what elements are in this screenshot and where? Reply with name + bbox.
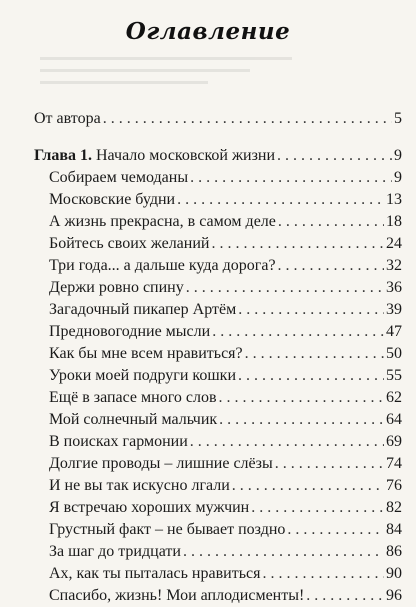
toc-page-number: 47 <box>386 323 402 340</box>
dot-leader <box>190 431 384 453</box>
toc-entry-title <box>34 145 275 167</box>
toc-entry[interactable] <box>49 255 402 277</box>
toc-page-number: 86 <box>386 543 402 560</box>
dot-leader <box>212 321 384 343</box>
toc-entry[interactable] <box>49 277 402 299</box>
toc-entry[interactable] <box>49 387 402 409</box>
toc-page-number: 96 <box>386 587 402 604</box>
dot-leader <box>103 108 392 130</box>
toc-entry-preface[interactable] <box>34 108 402 130</box>
dot-leader <box>277 145 392 167</box>
toc-entry[interactable] <box>49 431 402 453</box>
dot-leader <box>186 277 384 299</box>
dot-leader <box>238 365 384 387</box>
toc-entry-title: И не вы так искусно лгали <box>49 477 230 494</box>
toc-entry-title: За шаг до тридцати <box>49 543 181 560</box>
chapter-title: Начало московской жизни <box>96 147 276 164</box>
toc-entry-title: Предновогодние мысли <box>49 323 211 340</box>
toc-page-number: 69 <box>386 433 402 450</box>
toc-entry-title: Держи ровно спину <box>49 279 184 296</box>
toc-page-number: 18 <box>386 213 402 230</box>
toc-entry[interactable] <box>49 453 402 475</box>
toc-entry-chapter-1[interactable] <box>34 145 402 167</box>
dot-leader <box>238 299 384 321</box>
toc-entry-title: Ещё в запасе много слов <box>49 389 217 406</box>
dot-leader <box>219 409 384 431</box>
toc-entry-title: От автора <box>34 110 101 127</box>
toc-page-number: 74 <box>386 455 402 472</box>
toc-page-number: 5 <box>394 110 402 127</box>
dot-leader <box>275 453 384 475</box>
toc-entry[interactable] <box>49 365 402 387</box>
toc-page-number: 13 <box>386 191 402 208</box>
toc-entry-title: Уроки моей подруги кошки <box>49 367 237 384</box>
dot-leader <box>177 189 384 211</box>
toc-page-number: 39 <box>386 301 402 318</box>
toc-page-number: 82 <box>386 499 402 516</box>
toc-entry-title: Собираем чемоданы <box>49 169 189 186</box>
toc-entry-title: Московские будни <box>49 191 176 208</box>
toc-page-number: 76 <box>386 477 402 494</box>
toc-entry-title: Три года... а дальше куда дорога? <box>49 257 276 274</box>
toc-page-number: 36 <box>386 279 402 296</box>
toc-entry[interactable] <box>49 299 402 321</box>
toc-entry[interactable] <box>49 321 402 343</box>
toc-entry-title: Долгие проводы – лишние слёзы <box>49 455 273 472</box>
dot-leader <box>190 167 392 189</box>
toc-page-number: 24 <box>386 235 402 252</box>
toc-page-number: 32 <box>386 257 402 274</box>
toc-entry[interactable] <box>49 497 402 519</box>
toc-page-number: 62 <box>386 389 402 406</box>
toc-entry-title: Спасибо, жизнь! Мои аплодисменты! <box>49 587 305 604</box>
toc-entry[interactable] <box>49 211 402 233</box>
chapter-number: Глава 1. <box>34 147 92 164</box>
toc-entry[interactable] <box>49 233 402 255</box>
dot-leader <box>306 585 384 607</box>
toc-entry-title: Бойтесь своих желаний <box>49 235 210 252</box>
toc-entry[interactable] <box>49 563 402 585</box>
dot-leader <box>278 211 384 233</box>
toc-entry-title: Грустный факт – не бывает поздно <box>49 521 286 538</box>
toc-entry[interactable] <box>49 541 402 563</box>
dot-leader <box>287 519 384 541</box>
toc-page-number: 9 <box>394 147 402 164</box>
toc-page-number: 90 <box>386 565 402 582</box>
dot-leader <box>251 497 384 519</box>
toc-page-number: 64 <box>386 411 402 428</box>
toc-entry[interactable] <box>49 585 402 607</box>
toc-entry-title: Загадочный пикапер Артём <box>49 301 237 318</box>
toc-page-number: 50 <box>386 345 402 362</box>
toc-entry[interactable] <box>49 343 402 365</box>
toc-entry-title: В поисках гармонии <box>49 433 188 450</box>
toc-entry[interactable] <box>49 189 402 211</box>
toc-entry[interactable] <box>49 519 402 541</box>
dot-leader <box>183 541 384 563</box>
toc-entry-title: А жизнь прекрасна, в самом деле <box>49 213 276 230</box>
page-title: Оглавление <box>125 18 291 45</box>
dot-leader <box>278 255 384 277</box>
dot-leader <box>232 475 384 497</box>
toc-page-number: 55 <box>386 367 402 384</box>
toc-entry[interactable] <box>49 409 402 431</box>
dot-leader <box>245 343 384 365</box>
dot-leader <box>219 387 384 409</box>
toc-entry-title: Как бы мне всем нравиться? <box>49 345 243 362</box>
toc-page-number: 84 <box>386 521 402 538</box>
toc-entry[interactable] <box>49 475 402 497</box>
toc-entry-title: Мой солнечный мальчик <box>49 411 218 428</box>
toc-entry-title: Ах, как ты пыталась нравиться <box>49 565 261 582</box>
toc-entry-title: Я встречаю хороших мужчин <box>49 499 250 516</box>
bleed-through-text <box>40 48 320 98</box>
dot-leader <box>211 233 384 255</box>
dot-leader <box>262 563 384 585</box>
toc-entry[interactable] <box>49 167 402 189</box>
toc-page-number: 9 <box>394 169 402 186</box>
